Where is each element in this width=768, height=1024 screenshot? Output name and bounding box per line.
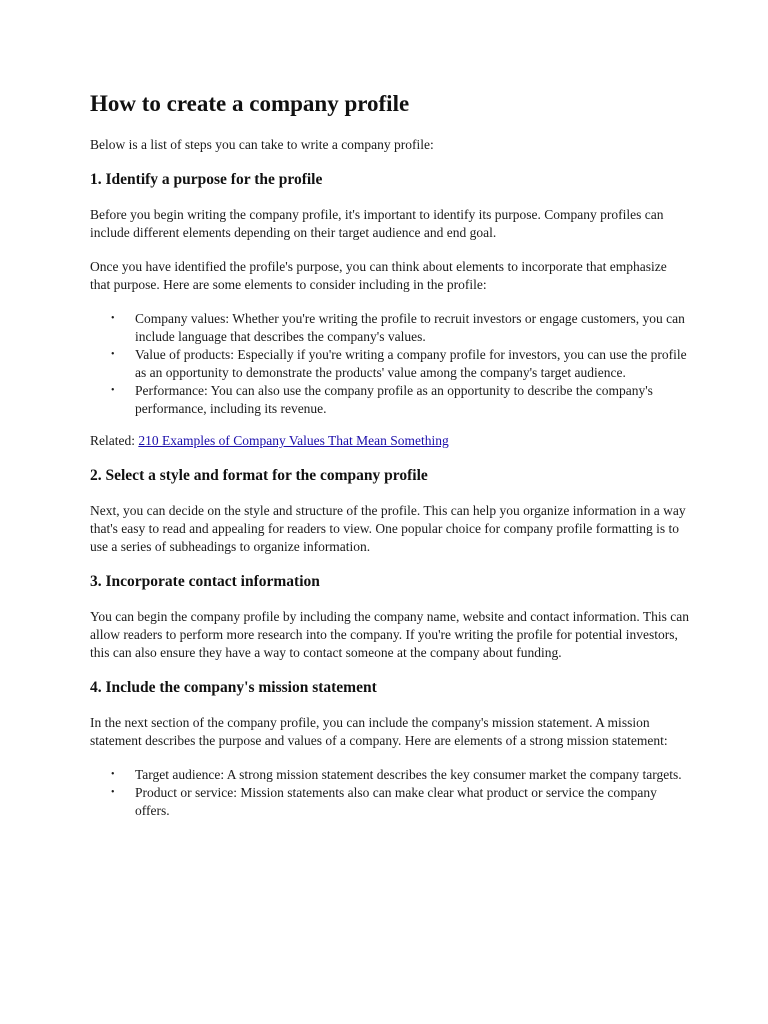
- section-heading-2: 2. Select a style and format for the company profile: [90, 467, 428, 484]
- related-label: Related:: [90, 433, 139, 448]
- section-heading-4: 4. Include the company's mission statement: [90, 679, 377, 696]
- bullet-icon: •: [111, 349, 115, 360]
- section-heading-3: 3. Incorporate contact information: [90, 573, 320, 590]
- list-item: [111, 346, 690, 382]
- list-item: [111, 766, 690, 784]
- related-article-link[interactable]: 210 Examples of Company Values That Mean Something: [138, 433, 449, 448]
- list-item-text: Company values: Whether you're writing the profile to recruit investors or engage customers, you can include language that describes the company's values.: [135, 311, 685, 344]
- list-item-text: Value of products: Especially if you're writing a company profile for investors, you can use the profile as an opportunity to demonstrate the products' value among the company's target audience.: [135, 347, 687, 380]
- related-line: [90, 432, 690, 450]
- section-4-paragraph-1: In the next section of the company profile, you can include the company's mission statement. A mission statement describes the purpose and values of a company. Here are elements of a strong mission statement:: [90, 715, 668, 748]
- list-item: [111, 310, 690, 346]
- list-item-text: Performance: You can also use the company profile as an opportunity to describe the company's performance, including its revenue.: [135, 383, 653, 416]
- list-item-text: Target audience: A strong mission statement describes the key consumer market the company targets.: [135, 767, 682, 782]
- list-item: [111, 784, 690, 820]
- section-2-paragraph-1: Next, you can decide on the style and structure of the profile. This can help you organize information in a way that's easy to read and appealing for readers to view. One popular choice for company profile formatting is to use a series of subheadings to organize information.: [90, 503, 686, 554]
- section-1-bullet-list: [90, 310, 690, 418]
- section-4-bullet-list: [90, 766, 690, 820]
- section-1-paragraph-1: Before you begin writing the company profile, it's important to identify its purpose. Company profiles can include different elements depending on their target audience and end goal.: [90, 207, 664, 240]
- bullet-icon: •: [111, 787, 115, 798]
- bullet-icon: •: [111, 385, 115, 396]
- bullet-icon: •: [111, 313, 115, 324]
- section-1-paragraph-2: Once you have identified the profile's purpose, you can think about elements to incorporate that emphasize that purpose. Here are some elements to consider including in the profile:: [90, 259, 667, 292]
- list-item-text: Product or service: Mission statements also can make clear what product or service the company offers.: [135, 785, 657, 818]
- list-item: [111, 382, 690, 418]
- section-3-paragraph-1: You can begin the company profile by including the company name, website and contact information. This can allow readers to perform more research into the company. If you're writing the profile for potential investors, this can also ensure they have a way to contact someone at the company about funding.: [90, 609, 689, 660]
- bullet-icon: •: [111, 769, 115, 780]
- section-heading-1: 1. Identify a purpose for the profile: [90, 171, 323, 188]
- document-page: [90, 88, 690, 834]
- intro-paragraph: Below is a list of steps you can take to write a company profile:: [90, 137, 434, 152]
- page-title: How to create a company profile: [90, 91, 410, 116]
